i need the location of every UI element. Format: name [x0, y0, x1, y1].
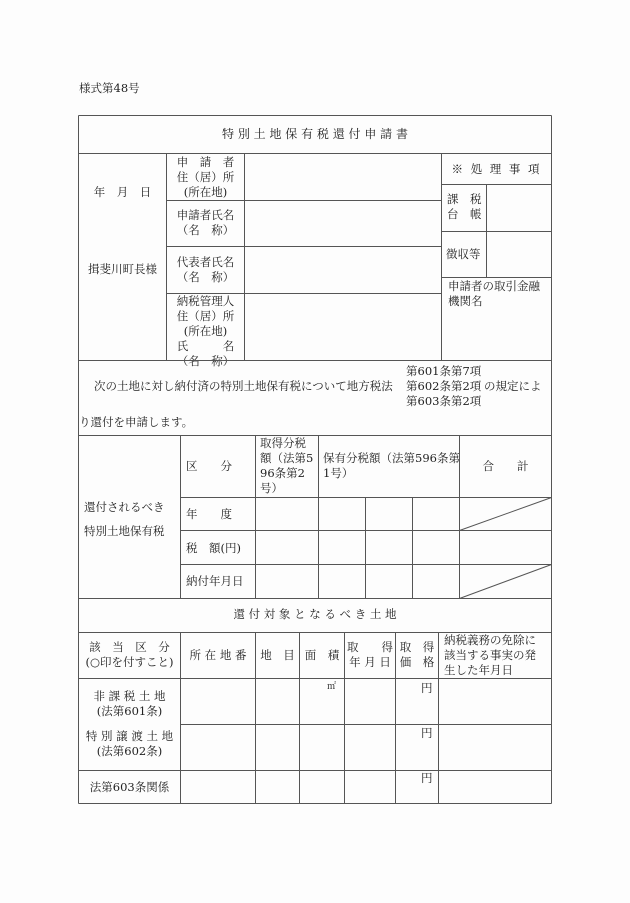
- price-unit-3: 円: [421, 771, 433, 785]
- strike-diagonal: [460, 498, 552, 531]
- label-line: 氏 名: [176, 339, 235, 353]
- label-line: （名 称）: [176, 354, 235, 368]
- fiscal-year-label: 年 度: [186, 507, 232, 521]
- price-unit-2: 円: [421, 726, 433, 740]
- area-unit: ㎡: [327, 682, 337, 692]
- article-line: 第602条第2項: [406, 379, 482, 393]
- label-line: 価 格: [399, 655, 435, 669]
- label-line: 申請者氏名: [176, 208, 235, 222]
- label-line: (所在地): [183, 185, 228, 199]
- form-number: 様式第48号: [79, 81, 140, 95]
- label-line: 該 当 区 分: [89, 640, 170, 654]
- label-line: 申 請 者: [176, 155, 235, 169]
- label-line: (所在地): [183, 324, 228, 338]
- label-line: 年 月 日: [349, 655, 391, 669]
- statement-continuation: り還付を申請します。: [79, 415, 194, 429]
- land-type-header: 地 目: [260, 648, 295, 662]
- label-line: (法第601条): [96, 704, 163, 718]
- label-line: （名 称）: [176, 270, 235, 284]
- label-line: 還付されるべき: [84, 500, 165, 514]
- location-header: 所 在 地 番: [189, 648, 247, 662]
- label-line: （名 称）: [176, 223, 235, 237]
- label-line: 96条第2: [260, 466, 305, 480]
- label-line: 該当する事実の発: [444, 648, 536, 662]
- label-line: 取 得: [399, 640, 435, 654]
- label-line: 納税管理人: [176, 294, 235, 308]
- label-line: 申請者の取引金融: [448, 279, 540, 293]
- label-line: (法第602条): [96, 744, 163, 758]
- form-title: 特 別 土 地 保 有 税 還 付 申 請 書: [222, 127, 408, 141]
- label-line: 納税義務の免除に: [444, 633, 536, 647]
- total-header: 合 計: [482, 459, 529, 473]
- label-line: 課 税: [447, 192, 482, 206]
- article-line: 第603条第2項: [406, 394, 482, 408]
- article-603-label: 法第603条関係: [89, 780, 170, 794]
- label-line: 特 別 譲 渡 土 地: [85, 729, 174, 743]
- label-line: 代表者氏名: [176, 255, 235, 269]
- label-line: 保有分税額（法第596条第: [323, 451, 460, 465]
- price-unit-1: 円: [421, 681, 433, 695]
- label-line: 特別土地保有税: [84, 524, 165, 538]
- label-line: 号）: [260, 481, 283, 495]
- strike-diagonal: [460, 565, 552, 599]
- statement-suffix: の規定によ: [484, 379, 542, 393]
- label-line: 生した年月日: [444, 663, 513, 677]
- label-line: 台 帳: [447, 207, 482, 221]
- processing-header: ※ 処 理 事 項: [451, 162, 542, 176]
- label-line: 機関名: [448, 294, 483, 308]
- tax-amount-label: 税 額(円): [186, 541, 241, 555]
- label-line: 額（法第5: [260, 451, 314, 465]
- label-line: (○印を付すこと): [85, 655, 174, 669]
- date-field[interactable]: 年 月 日: [93, 185, 152, 199]
- label-line: 1号）: [323, 466, 354, 480]
- label-line: 住（居）所: [176, 170, 235, 184]
- label-line: 取得分税: [260, 436, 306, 450]
- addressee: 揖斐川町長様: [88, 262, 157, 276]
- label-line: 取 得: [347, 640, 393, 654]
- statement-prefix: 次の土地に対し納付済の特別土地保有税について地方税法: [94, 379, 393, 393]
- label-line: 非 課 税 土 地: [93, 689, 166, 703]
- label-line: 住（居）所: [176, 309, 235, 323]
- payment-date-label: 納付年月日: [186, 574, 244, 588]
- category-header: 区 分: [186, 459, 232, 473]
- area-header: 面 積: [304, 648, 340, 662]
- collection-label: 徴収等: [446, 247, 481, 261]
- land-table-title: 還 付 対 象 と な る べ き 土 地: [233, 607, 397, 621]
- article-line: 第601条第7項: [406, 364, 482, 378]
